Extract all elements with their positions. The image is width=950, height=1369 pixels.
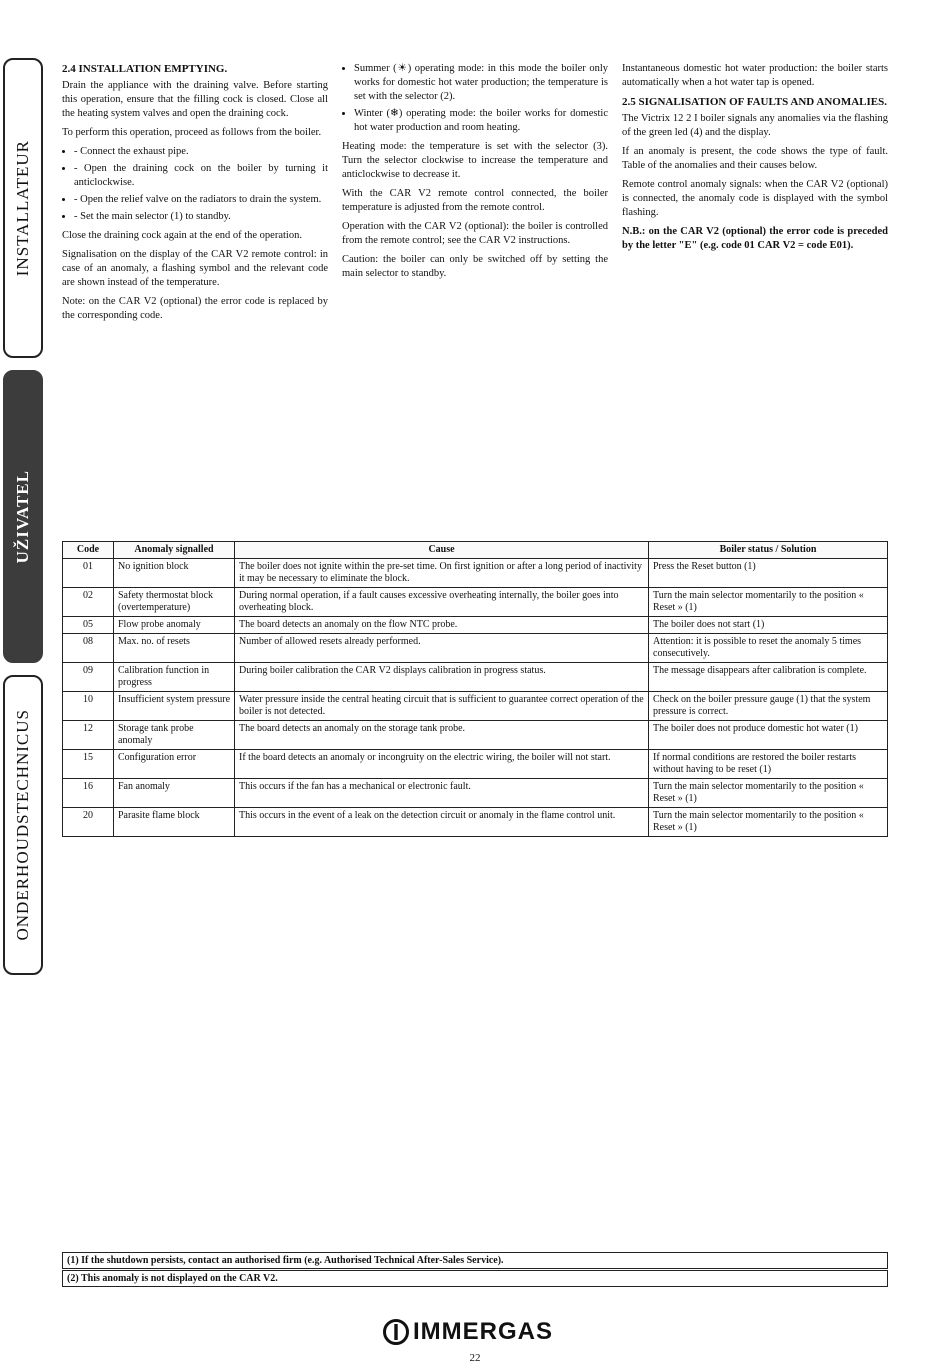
row-code: 12 xyxy=(63,721,114,750)
footnote-1: (1) If the shutdown persists, contact an authorised firm (e.g. Authorised Technical After-Sales Service). xyxy=(62,1252,888,1269)
row-fix: Attention: it is possible to reset the anomaly 5 times consecutively. xyxy=(649,634,888,663)
row-code: 20 xyxy=(63,808,114,837)
paragraph: Close the draining cock again at the end of the operation. xyxy=(62,230,302,241)
step-item: • - Open the relief valve on the radiators to drain the system. xyxy=(74,193,328,207)
mode-list xyxy=(342,62,608,135)
row-fix: The boiler does not start (1) xyxy=(649,617,888,634)
table-row xyxy=(63,721,888,750)
row-fix: Turn the main selector momentarily to the position « Reset » (1) xyxy=(649,588,888,617)
row-fix: Press the Reset button (1) xyxy=(649,559,888,588)
section-heading-2-5: 2.5 SIGNALISATION OF FAULTS AND ANOMALIES. xyxy=(622,96,887,108)
row-code: 15 xyxy=(63,750,114,779)
row-name: Safety thermostat block (overtemperature) xyxy=(114,588,235,617)
row-code: 02 xyxy=(63,588,114,617)
page-number: 22 xyxy=(469,1352,481,1364)
row-code: 05 xyxy=(63,617,114,634)
row-fix: Turn the main selector momentarily to the position « Reset » (1) xyxy=(649,779,888,808)
row-cause: Number of allowed resets already performed. xyxy=(235,634,649,663)
paragraph: The Victrix 12 2 I boiler signals any anomalies via the flashing of the green led (4) and the display. xyxy=(622,113,888,138)
table-row xyxy=(63,808,888,837)
table-row xyxy=(63,692,888,721)
table-row xyxy=(63,663,888,692)
row-fix: Check on the boiler pressure gauge (1) that the system pressure is correct. xyxy=(649,692,888,721)
row-cause: This occurs in the event of a leak on the detection circuit or anomaly in the flame control unit. xyxy=(235,808,649,837)
note: N.B.: on the CAR V2 (optional) the error code is preceded by the letter "E" (e.g. code 01 CAR V2 = code E01). xyxy=(622,226,888,251)
row-cause: The board detects an anomaly on the flow NTC probe. xyxy=(235,617,649,634)
column-2 xyxy=(342,62,608,520)
row-name: Calibration function in progress xyxy=(114,663,235,692)
row-name: Configuration error xyxy=(114,750,235,779)
row-code: 10 xyxy=(63,692,114,721)
row-name: No ignition block xyxy=(114,559,235,588)
step-item: • - Open the draining cock on the boiler by turning it anticlockwise. xyxy=(74,162,328,190)
brand-logo xyxy=(383,1318,553,1346)
row-cause: The board detects an anomaly on the storage tank probe. xyxy=(235,721,649,750)
row-name: Max. no. of resets xyxy=(114,634,235,663)
paragraph: Operation with the CAR V2 (optional): the boiler is controlled from the remote control; see the CAR V2 instructions. xyxy=(342,221,608,246)
header-name: Anomaly signalled xyxy=(114,542,235,559)
row-cause: Water pressure inside the central heating circuit that is sufficient to guarantee correct operation of the boiler is not detected. xyxy=(235,692,649,721)
section-heading-2-4: 2.4 INSTALLATION EMPTYING. xyxy=(62,63,228,75)
header-cause: Cause xyxy=(235,542,649,559)
paragraph: Drain the appliance with the draining valve. Before starting this operation, ensure that the filling cock is closed. Close all the heating system valves and open the draining cock. xyxy=(62,80,328,119)
row-cause: During boiler calibration the CAR V2 displays calibration in progress status. xyxy=(235,663,649,692)
paragraph: Caution: the boiler can only be switched off by setting the main selector to standby. xyxy=(342,254,608,279)
row-code: 09 xyxy=(63,663,114,692)
anomaly-table xyxy=(62,541,888,837)
column-3 xyxy=(622,62,888,520)
header-fix: Boiler status / Solution xyxy=(649,542,888,559)
table-row xyxy=(63,559,888,588)
step-list xyxy=(62,145,328,224)
mode-item-winter: • Winter (❄) operating mode: the boiler works for domestic hot water production and room heating. xyxy=(354,107,608,135)
paragraph: Signalisation on the display of the CAR V2 remote control: in case of an anomaly, a flashing symbol and the relevant code are shown instead of the temperature. xyxy=(62,249,328,288)
footnote-2: (2) This anomaly is not displayed on the CAR V2. xyxy=(62,1270,888,1287)
step-item: • - Set the main selector (1) to standby. xyxy=(74,210,328,224)
text-columns xyxy=(62,62,888,520)
step-item: • - Connect the exhaust pipe. xyxy=(74,145,328,159)
installer-tab xyxy=(3,58,43,358)
paragraph: Instantaneous domestic hot water production: the boiler starts automatically when a hot water tap is opened. xyxy=(622,63,888,88)
row-code: 08 xyxy=(63,634,114,663)
maintenance-tab-label: ONDERHOUDSTECHNICUS xyxy=(13,709,32,941)
row-fix: The message disappears after calibration is complete. xyxy=(649,663,888,692)
table-row xyxy=(63,617,888,634)
user-tab-label: UŽIVATEL xyxy=(13,469,32,564)
table-header-row xyxy=(63,542,888,559)
row-name: Fan anomaly xyxy=(114,779,235,808)
table-row xyxy=(63,779,888,808)
row-name: Storage tank probe anomaly xyxy=(114,721,235,750)
paragraph: With the CAR V2 remote control connected, the boiler temperature is adjusted from the remote control. xyxy=(342,188,608,213)
row-cause: If the board detects an anomaly or incongruity on the electric wiring, the boiler will not start. xyxy=(235,750,649,779)
row-cause: This occurs if the fan has a mechanical or electronic fault. xyxy=(235,779,649,808)
user-tab xyxy=(3,370,43,663)
brand-mark-icon xyxy=(383,1319,409,1345)
row-cause: During normal operation, if a fault causes excessive overheating internally, the boiler goes into overheating block. xyxy=(235,588,649,617)
column-1 xyxy=(62,62,328,520)
table-row xyxy=(63,588,888,617)
row-code: 16 xyxy=(63,779,114,808)
row-cause: The boiler does not ignite within the pre-set time. On first ignition or after a long period of inactivity it may be necessary to eliminate the block. xyxy=(235,559,649,588)
row-fix: The boiler does not produce domestic hot water (1) xyxy=(649,721,888,750)
row-name: Insufficient system pressure xyxy=(114,692,235,721)
paragraph: To perform this operation, proceed as follows from the boiler. xyxy=(62,127,322,138)
row-name: Parasite flame block xyxy=(114,808,235,837)
row-fix: Turn the main selector momentarily to the position « Reset » (1) xyxy=(649,808,888,837)
table-row xyxy=(63,750,888,779)
brand-name: IMMERGAS xyxy=(413,1318,553,1345)
paragraph: Heating mode: the temperature is set with the selector (3). Turn the selector clockwise to increase the temperature and anticlockwise to decrease it. xyxy=(342,141,608,180)
row-name: Flow probe anomaly xyxy=(114,617,235,634)
paragraph: Remote control anomaly signals: when the CAR V2 (optional) is connected, the anomaly code is displayed with the symbol flashing. xyxy=(622,179,888,218)
row-code: 01 xyxy=(63,559,114,588)
paragraph: If an anomaly is present, the code shows the type of fault. Table of the anomalies and their causes below. xyxy=(622,146,888,171)
row-fix: If normal conditions are restored the boiler restarts without having to be reset (1) xyxy=(649,750,888,779)
installer-tab-label: INSTALLATEUR xyxy=(13,139,32,277)
paragraph: Note: on the CAR V2 (optional) the error code is replaced by the corresponding code. xyxy=(62,296,328,321)
header-code: Code xyxy=(63,542,114,559)
mode-item-summer: • Summer (☀) operating mode: in this mode the boiler only works for domestic hot water production; the temperature is set with the selector (2). xyxy=(354,62,608,104)
table-row xyxy=(63,634,888,663)
maintenance-tab xyxy=(3,675,43,975)
